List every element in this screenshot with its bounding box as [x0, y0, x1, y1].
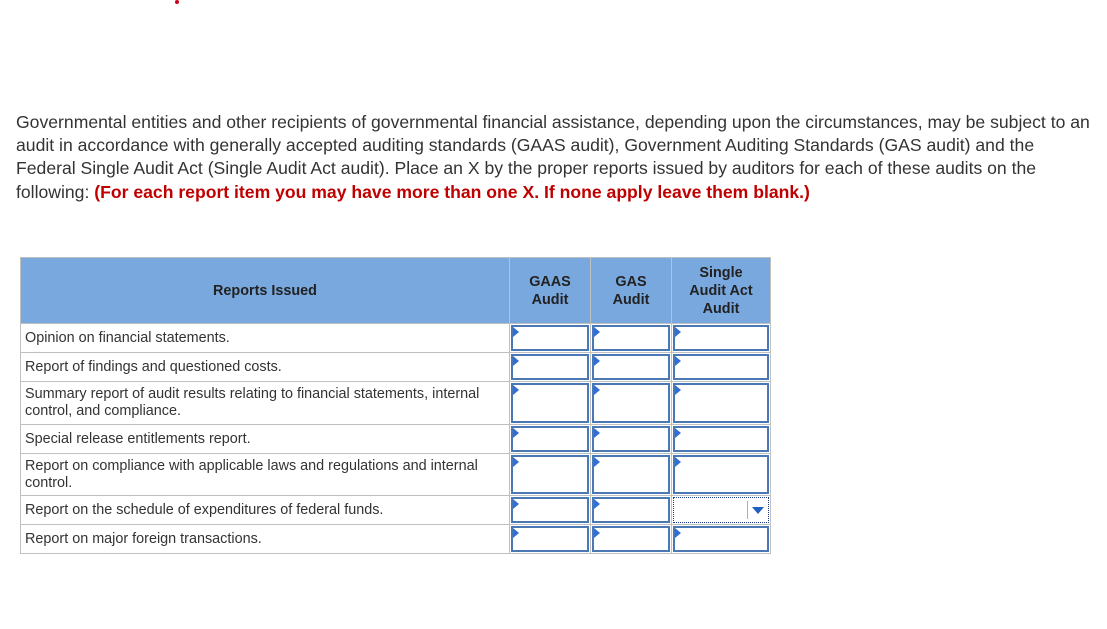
header-single-audit-act: [672, 258, 771, 324]
row-label: Summary report of audit results relating to financial statements, internal control, and compliance.: [21, 382, 510, 425]
row-label: Report on the schedule of expenditures of federal funds.: [21, 496, 510, 525]
marker-triangle-icon: [594, 499, 600, 509]
marker-triangle-icon: [594, 385, 600, 395]
gaas-dropdown[interactable]: [510, 425, 591, 454]
gas-dropdown[interactable]: [591, 324, 672, 353]
red-dot-marker: [175, 0, 179, 4]
marker-triangle-icon: [513, 457, 519, 467]
chevron-down-icon[interactable]: [752, 507, 764, 514]
single-audit-dropdown[interactable]: [672, 382, 771, 425]
gas-dropdown[interactable]: [591, 425, 672, 454]
question-text: [16, 111, 1096, 204]
marker-triangle-icon: [675, 327, 681, 337]
table-row: [21, 425, 771, 454]
marker-triangle-icon: [513, 528, 519, 538]
marker-triangle-icon: [513, 356, 519, 366]
row-label: Report on major foreign transactions.: [21, 525, 510, 554]
gaas-dropdown[interactable]: [510, 525, 591, 554]
gaas-dropdown[interactable]: [510, 454, 591, 496]
marker-triangle-icon: [675, 457, 681, 467]
marker-triangle-icon: [675, 428, 681, 438]
gas-dropdown[interactable]: [591, 496, 672, 525]
gas-dropdown[interactable]: [591, 353, 672, 382]
table-row: [21, 454, 771, 496]
marker-triangle-icon: [513, 385, 519, 395]
marker-triangle-icon: [594, 356, 600, 366]
marker-triangle-icon: [513, 327, 519, 337]
table-row: [21, 353, 771, 382]
marker-triangle-icon: [594, 327, 600, 337]
row-label: Opinion on financial statements.: [21, 324, 510, 353]
marker-triangle-icon: [675, 385, 681, 395]
marker-triangle-icon: [513, 499, 519, 509]
single-audit-dropdown[interactable]: [672, 425, 771, 454]
table-header-row: [21, 258, 771, 324]
question-body: Governmental entities and other recipients of governmental financial assistance, depending upon the circumstances, may be subject to an audit in accordance with generally accepted auditing standards (GAAS audit), Government Auditing Standards (GAS audit) and the Federal Single Audit Act (Single Audit Act audit). Place an X by the proper reports issued by auditors for each of these audits on the following:: [16, 112, 1090, 202]
marker-triangle-icon: [675, 528, 681, 538]
table-row: [21, 496, 771, 525]
header-gaas-line1: GAAS: [529, 273, 571, 290]
gaas-dropdown[interactable]: [510, 382, 591, 425]
gas-dropdown[interactable]: [591, 382, 672, 425]
gas-dropdown[interactable]: [591, 454, 672, 496]
gaas-dropdown[interactable]: [510, 324, 591, 353]
header-single-line3: Audit: [702, 300, 740, 317]
reports-table: [20, 257, 771, 554]
row-label: Special release entitlements report.: [21, 425, 510, 454]
single-audit-dropdown[interactable]: [672, 353, 771, 382]
header-single-line2: Audit Act: [689, 282, 753, 299]
header-gaas-line2: Audit: [531, 291, 569, 308]
single-audit-dropdown[interactable]: [672, 454, 771, 496]
table-row: [21, 324, 771, 353]
gas-dropdown[interactable]: [591, 525, 672, 554]
header-gas-line1: GAS: [615, 273, 647, 290]
marker-triangle-icon: [513, 428, 519, 438]
single-audit-dropdown[interactable]: [672, 525, 771, 554]
header-reports-issued: Reports Issued: [21, 258, 510, 324]
dropdown-separator: [747, 501, 748, 519]
marker-triangle-icon: [594, 457, 600, 467]
marker-triangle-icon: [675, 356, 681, 366]
gaas-dropdown[interactable]: [510, 353, 591, 382]
header-gaas-audit: [510, 258, 591, 324]
header-single-line1: Single: [699, 264, 743, 281]
gaas-dropdown[interactable]: [510, 496, 591, 525]
single-audit-dropdown[interactable]: [672, 324, 771, 353]
marker-triangle-icon: [594, 428, 600, 438]
row-label: Report on compliance with applicable laws and regulations and internal control.: [21, 454, 510, 496]
header-gas-line2: Audit: [612, 291, 650, 308]
row-label: Report of findings and questioned costs.: [21, 353, 510, 382]
single-audit-dropdown-focused[interactable]: [672, 496, 771, 525]
table-row: [21, 382, 771, 425]
marker-triangle-icon: [594, 528, 600, 538]
table-row: [21, 525, 771, 554]
header-gas-audit: [591, 258, 672, 324]
question-instruction: (For each report item you may have more than one X. If none apply leave them blank.): [94, 181, 810, 202]
